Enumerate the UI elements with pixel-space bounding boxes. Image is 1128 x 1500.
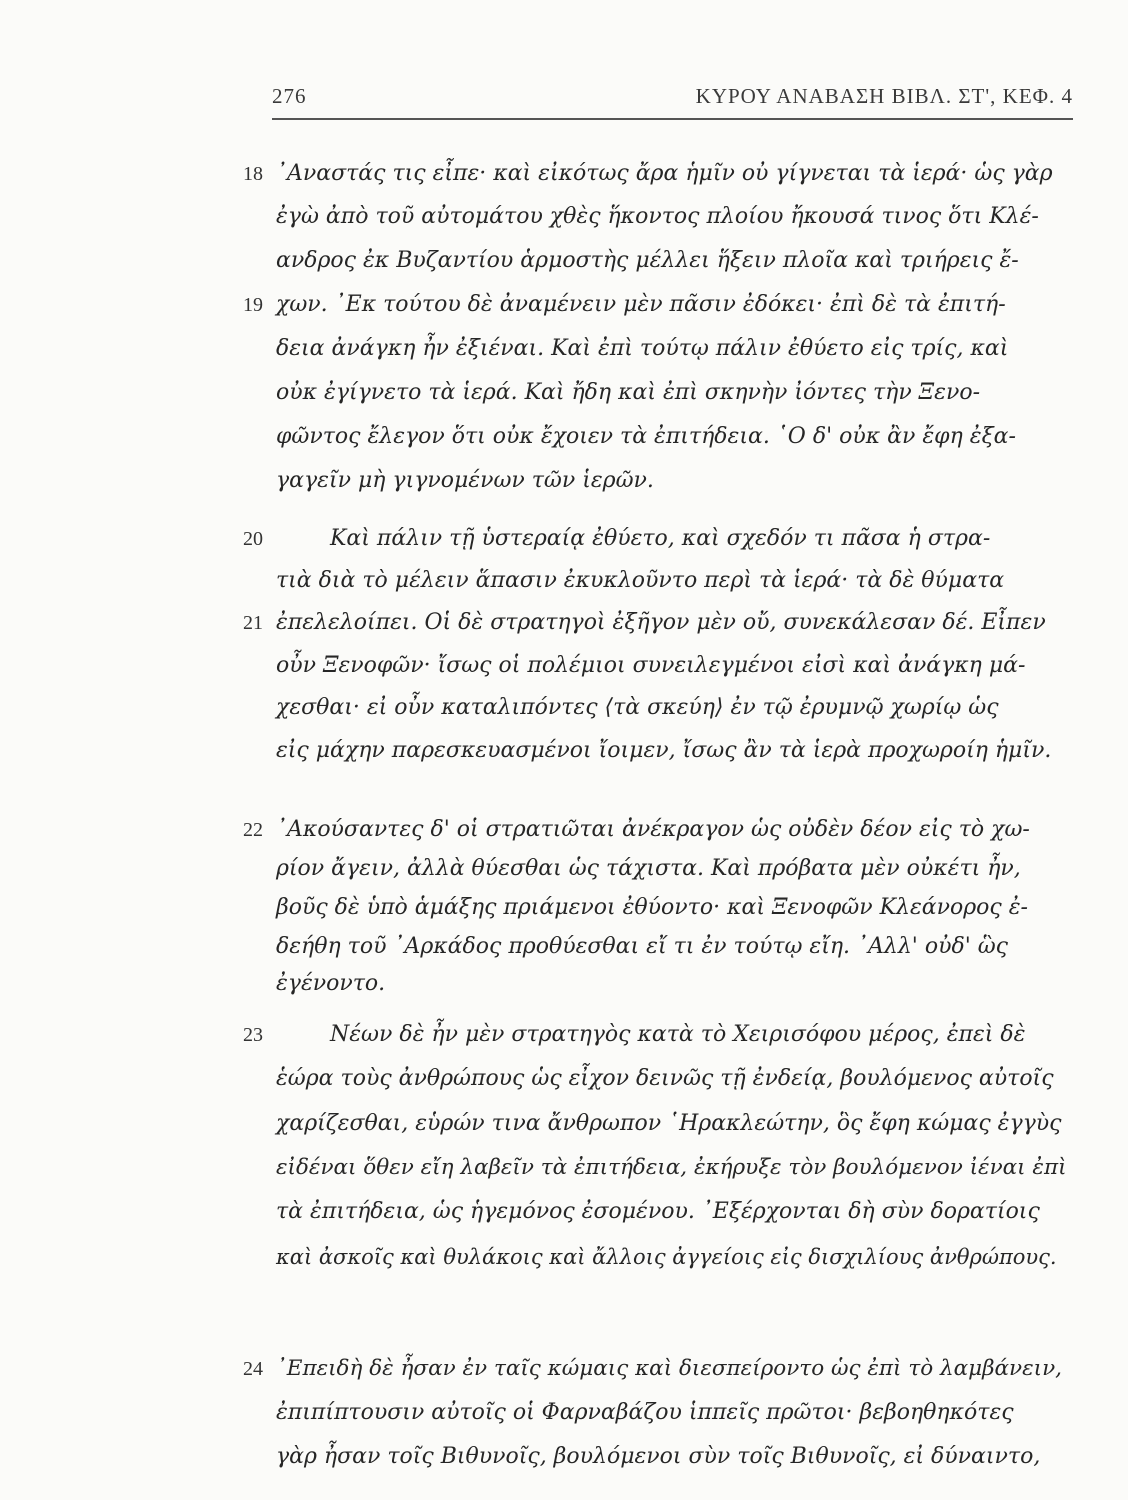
text-line: χαρίζεσθαι, εὑρών τινα ἄνθρωπον ῾Ηρακλεώτην, ὃς ἔφη κώμας ἐγγὺς xyxy=(276,1111,1062,1136)
text-line: χων. ᾿Εκ τούτου δὲ ἀναμένειν μὲν πᾶσιν ἐδόκει· ἐπὶ δὲ τὰ ἐπιτή- xyxy=(276,292,1006,317)
section-number: 18 xyxy=(243,163,263,185)
running-header xyxy=(272,84,1073,109)
header-rule xyxy=(272,118,1073,120)
text-line: εἰδέναι ὅθεν εἴη λαβεῖν τὰ ἐπιτήδεια, ἐκήρυξε τὸν βουλόμενον ἰέναι ἐπὶ xyxy=(276,1155,1067,1180)
section-number: 20 xyxy=(243,528,263,550)
text-line: ᾿Ακούσαντες δ' οἱ στρατιῶται ἀνέκραγον ὡς οὐδὲν δέον εἰς τὸ χω- xyxy=(276,817,1030,842)
text-line: καὶ ἀσκοῖς καὶ θυλάκοις καὶ ἄλλοις ἀγγείοις εἰς δισχιλίους ἀνθρώπους. xyxy=(276,1245,1057,1269)
text-line: εἰς μάχην παρεσκευασμένοι ἴοιμεν, ἴσως ἂν τὰ ἱερὰ προχωροίη ἡμῖν. xyxy=(276,738,1052,763)
text-line: χεσθαι· εἰ οὖν καταλιπόντες ⟨τὰ σκεύη⟩ ἐν τῷ ἐρυμνῷ χωρίῳ ὡς xyxy=(276,695,999,720)
text-line: ᾿Αναστάς τις εἶπε· καὶ εἰκότως ἄρα ἡμῖν οὐ γίγνεται τὰ ἱερά· ὡς γὰρ xyxy=(276,161,1053,186)
text-line: ἐγὼ ἀπὸ τοῦ αὐτομάτου χθὲς ἥκοντος πλοίου ἤκουσά τινος ὅτι Κλέ- xyxy=(276,204,1039,229)
section-number: 23 xyxy=(243,1024,263,1046)
text-line: τιὰ διὰ τὸ μέλειν ἅπασιν ἐκυκλοῦντο περὶ τὰ ἱερά· τὰ δὲ θύματα xyxy=(276,568,1005,593)
page-number: 276 xyxy=(272,84,307,108)
section-number: 19 xyxy=(243,294,263,316)
text-line: οὖν Ξενοφῶν· ἴσως οἱ πολέμιοι συνειλεγμένοι εἰσὶ καὶ ἀνάγκη μά- xyxy=(276,653,1026,678)
text-line: γαγεῖν μὴ γιγνομένων τῶν ἱερῶν. xyxy=(276,468,654,493)
text-line: δεια ἀνάγκη ἦν ἐξιέναι. Καὶ ἐπὶ τούτῳ πάλιν ἐθύετο εἰς τρίς, καὶ xyxy=(276,336,1009,361)
section-number: 21 xyxy=(243,612,263,634)
text-line: ρίον ἄγειν, ἀλλὰ θύεσθαι ὡς τάχιστα. Καὶ πρόβατα μὲν οὐκέτι ἦν, xyxy=(276,856,1021,881)
text-line: βοῦς δὲ ὑπὸ ἁμάξης πριάμενοι ἐθύοντο· καὶ Ξενοφῶν Κλεάνορος ἐ- xyxy=(276,895,1028,920)
text-line: δεήθη τοῦ ᾿Αρκάδος προθύεσθαι εἴ τι ἐν τούτῳ εἴη. ᾿Αλλ' οὐδ' ὣς xyxy=(276,934,1009,959)
text-line: Νέων δὲ ἦν μὲν στρατηγὸς κατὰ τὸ Χειρισόφου μέρος, ἐπεὶ δὲ xyxy=(330,1022,1026,1047)
text-line: ανδρος ἐκ Βυζαντίου ἁρμοστὴς μέλλει ἥξειν πλοῖα καὶ τριήρεις ἔ- xyxy=(276,248,1019,273)
text-line: ἐπελελοίπει. Οἱ δὲ στρατηγοὶ ἐξῆγον μὲν οὔ, συνεκάλεσαν δέ. Εἶπεν xyxy=(276,610,1046,635)
section-number: 24 xyxy=(243,1358,263,1380)
text-line: Καὶ πάλιν τῇ ὑστεραίᾳ ἐθύετο, καὶ σχεδόν τι πᾶσα ἡ στρα- xyxy=(330,526,991,551)
running-title: ΚΥΡΟΥ ΑΝΑΒΑΣΗ ΒΙΒΛ. ΣΤ', ΚΕΦ. 4 xyxy=(695,84,1073,108)
text-line: οὐκ ἐγίγνετο τὰ ἱερά. Καὶ ἤδη καὶ ἐπὶ σκηνὴν ἰόντες τὴν Ξενο- xyxy=(276,380,981,405)
text-line: ἐπιπίπτουσιν αὐτοῖς οἱ Φαρναβάζου ἱππεῖς πρῶτοι· βεβοηθηκότες xyxy=(276,1400,1014,1425)
text-line: ἑώρα τοὺς ἀνθρώπους ὡς εἶχον δεινῶς τῇ ἐνδείᾳ, βουλόμενος αὐτοῖς xyxy=(276,1066,1054,1091)
text-line: ἐγένοντο. xyxy=(276,971,386,996)
text-line: φῶντος ἔλεγον ὅτι οὐκ ἔχοιεν τὰ ἐπιτήδεια. ῾Ο δ' οὐκ ἂν ἔφη ἐξα- xyxy=(276,424,1016,449)
section-number: 22 xyxy=(243,819,263,841)
text-line: ᾿Επειδὴ δὲ ἦσαν ἐν ταῖς κώμαις καὶ διεσπείροντο ὡς ἐπὶ τὸ λαμβάνειν, xyxy=(276,1356,1062,1381)
text-line: τὰ ἐπιτήδεια, ὡς ἡγεμόνος ἐσομένου. ᾿Εξέρχονται δὴ σὺν δορατίοις xyxy=(276,1199,1040,1224)
text-line: γὰρ ἦσαν τοῖς Βιθυνοῖς, βουλόμενοι σὺν τοῖς Βιθυνοῖς, εἰ δύναιντο, xyxy=(276,1444,1041,1469)
